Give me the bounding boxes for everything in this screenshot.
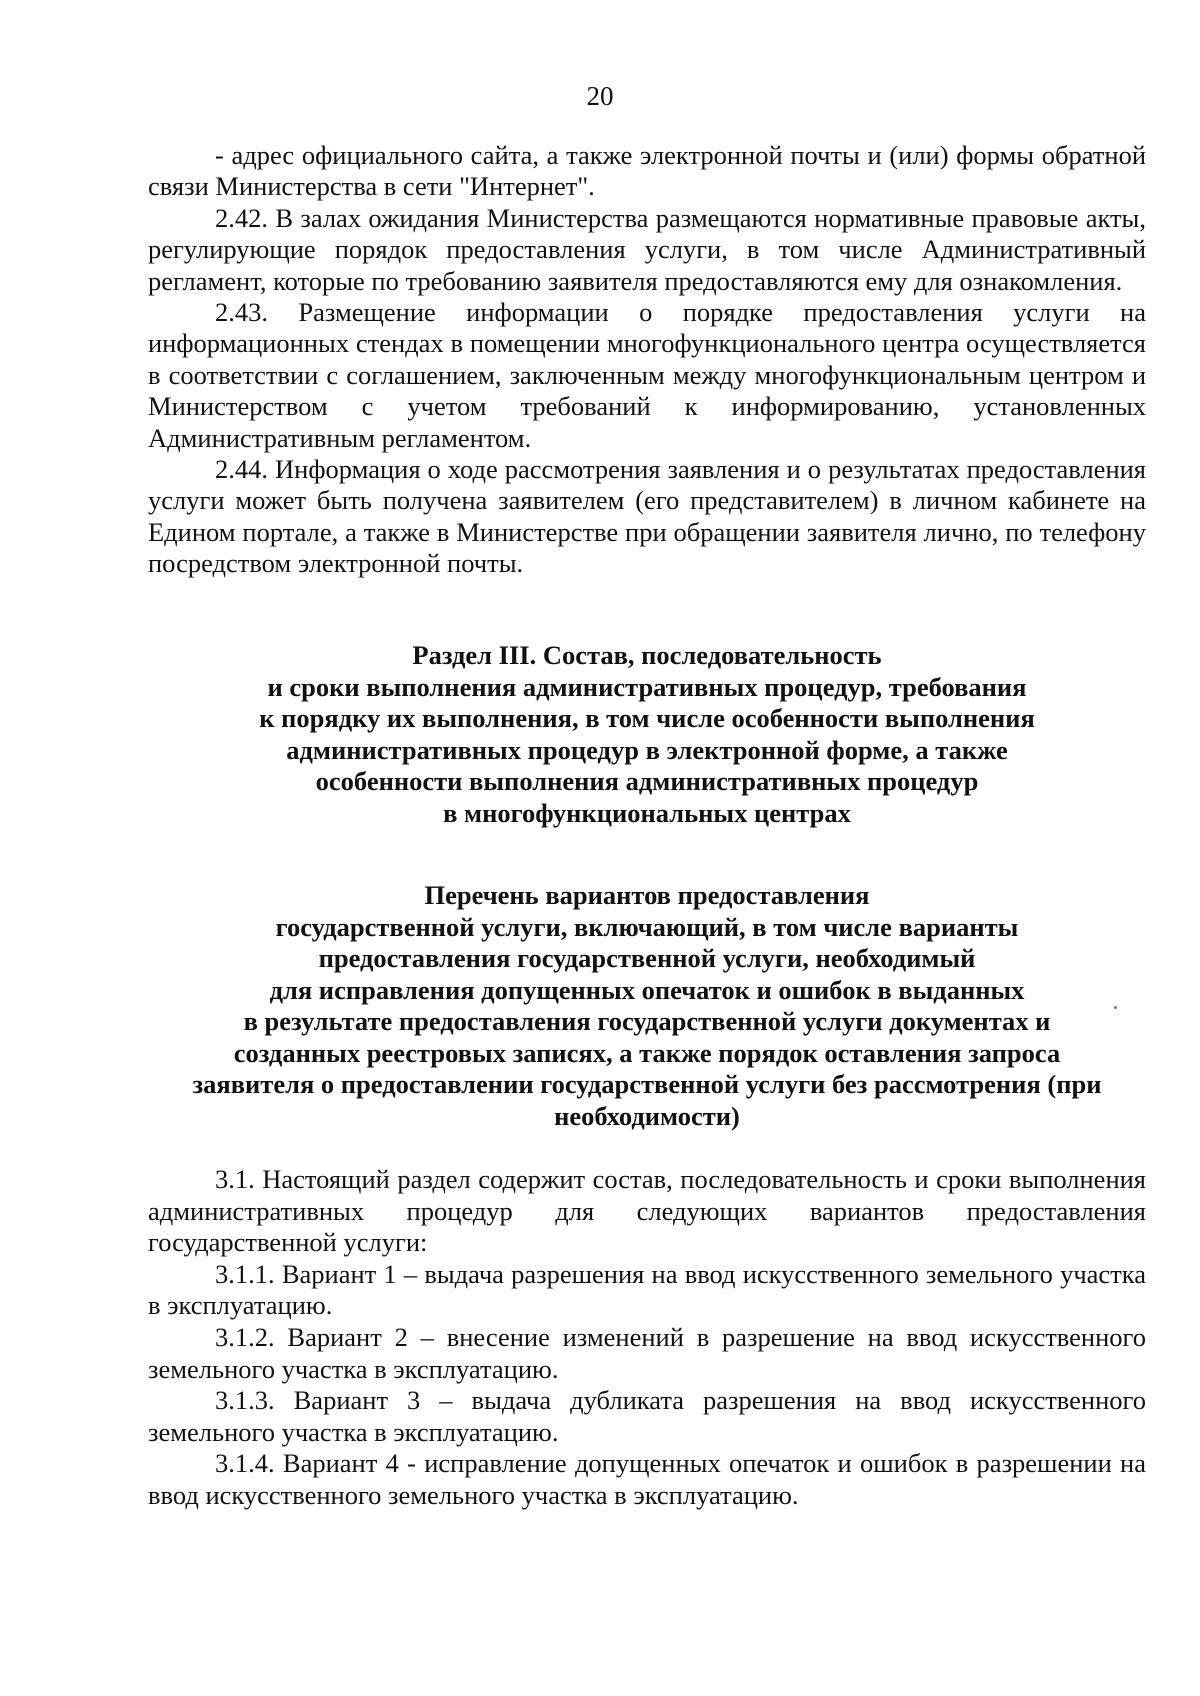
section-heading-line: административных процедур в электронной форме, а также [286,734,1008,765]
paragraph-3-1-1: 3.1.1. Вариант 1 – выдача разрешения на ввод искусственного земельного участка в эксплуатацию. [148,1258,1146,1321]
page-number: 20 [586,81,614,111]
paragraph-3-1-2: 3.1.2. Вариант 2 – внесение изменений в разрешение на ввод искусственного земельного участка в эксплуатацию. [148,1321,1146,1384]
section-heading-line: Раздел III. Состав, последовательность [412,640,882,670]
subsection-heading-line: Перечень вариантов предоставления [424,880,870,910]
subsection-heading-line: заявителя о предоставлении государственной услуги без рассмотрения (при [192,1069,1102,1099]
paragraph-3-1-3: 3.1.3. Вариант 3 – выдача дубликата разрешения на ввод искусственного земельного участка в эксплуатацию. [148,1385,1146,1447]
body-text-top [148,140,1146,580]
section-heading-line: особенности выполнения административных процедур [315,766,979,796]
subsection-heading-line: государственной услуги, включающий, в том числе варианты [275,911,1019,942]
subsection-heading-line: для исправления допущенных опечаток и ошибок в выданных [269,974,1025,1005]
paragraph-2-44: 2.44. Информация о ходе рассмотрения заявления и о результатах предоставления услуги может быть получена заявителем (его представителем) в личном кабинете на Едином портале, а также в Министерстве при обращении заявителя лично, по телефону посредством электронной почты. [148,454,1146,579]
subsection-heading-line: в результате предоставления государственной услуги документах и [243,1006,1051,1036]
paragraph-address: - адрес официального сайта, а также электронной почты и (или) формы обратной связи Министерства в сети "Интернет". [148,140,1146,202]
section-heading-line: к порядку их выполнения, в том числе особенности выполнения [259,703,1035,733]
subsection-heading-line: созданных реестровых записях, а также порядок оставления запроса [233,1037,1061,1068]
section-heading-line: и сроки выполнения административных процедур, требования [267,671,1027,702]
paragraph-2-43: 2.43. Размещение информации о порядке предоставления услуги на информационных стендах в помещении многофункционального центра осуществляется в соответствии с соглашением, заключенным между многофункциональным центром и Министерством с учетом требований к информированию, установленных Административным регламентом. [148,297,1146,453]
subsection-heading-line: предоставления государственной услуги, необходимый [318,943,976,973]
body-text-section-3 [148,1164,1146,1512]
paragraph-2-42: 2.42. В залах ожидания Министерства размещаются нормативные правовые акты, регулирующие порядок предоставления услуги, в том числе Административный регламент, которые по требованию заявителя предоставляются ему для ознакомления. [148,202,1146,296]
section-heading [148,640,1146,829]
subsection-heading-line: необходимости) [554,1100,740,1131]
scan-artifact-dot [1114,1006,1117,1009]
paragraph-3-1: 3.1. Настоящий раздел содержит состав, последовательность и сроки выполнения административных процедур для следующих вариантов предоставления государственной услуги: [148,1164,1146,1258]
section-heading-line: в многофункциональных центрах [443,797,851,828]
paragraph-3-1-4: 3.1.4. Вариант 4 - исправление допущенных опечаток и ошибок в разрешении на ввод искусственного земельного участка в эксплуатацию. [148,1448,1146,1510]
subsection-heading [148,880,1146,1132]
